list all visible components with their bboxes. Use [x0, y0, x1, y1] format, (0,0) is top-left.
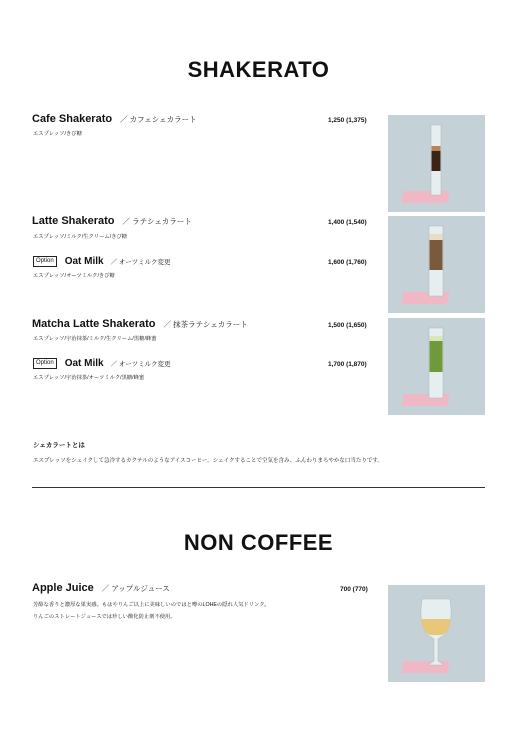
item-description-line: りんごのストレートジュースでは珍しい酸化防止剤不使用。 [33, 614, 176, 620]
option-price: 1,600 (1,760) [328, 259, 367, 266]
apple-juice-photo [388, 585, 485, 682]
item-name-jp: ／ アップルジュース [101, 584, 170, 593]
item-name-en: Apple Juice [32, 582, 94, 594]
item-description-line: 芳醇な香りと濃厚な果実感。もはやりんご以上に美味しいのではと噂のLOHEの隠れ人気ドリンク。 [33, 602, 270, 608]
section-divider [32, 487, 485, 488]
section-title-shakerato: SHAKERATO [187, 57, 330, 82]
item-description: エスプレッソ/きび糖 [33, 131, 82, 137]
menu-item-name [32, 215, 192, 227]
latte-shakerato-photo [388, 216, 485, 313]
option-name: Oat Milk [64, 358, 104, 369]
item-description: エスプレッソ/ミルク/生クリーム/きび糖 [33, 234, 128, 240]
item-price: 1,500 (1,650) [328, 322, 367, 329]
option-description: エスプレッソ/宇治抹茶/オーツミルク/黒糖/蜂蜜 [33, 375, 145, 381]
item-name-en: Cafe Shakerato [32, 113, 113, 125]
matcha-latte-shakerato-photo [388, 318, 485, 415]
cafe-shakerato-photo [388, 115, 485, 212]
option-description: エスプレッソ/オーツミルク/きび糖 [33, 273, 115, 279]
menu-item-name [32, 582, 170, 594]
option-name: Oat Milk [64, 256, 104, 267]
section-title-non-coffee: NON COFFEE [183, 530, 334, 555]
note-text: エスプレッソをシェイクして急冷するカクテルのようなアイスコーヒー。シェイクすることで空気を含み、ふんわりまろやかな口当たりです。 [33, 458, 383, 464]
note-title: シェカラートとは [33, 442, 85, 449]
item-name-jp: ／ ラテシェカラート [122, 217, 192, 226]
item-description: エスプレッソ/宇治抹茶/ミルク/生クリーム/黒糖/蜂蜜 [33, 336, 157, 342]
item-price: 700 (770) [340, 586, 368, 593]
option-badge: Option [33, 358, 57, 369]
item-name-en: Matcha Latte Shakerato [32, 318, 156, 330]
option-price: 1,700 (1,870) [328, 361, 367, 368]
item-name-en: Latte Shakerato [32, 215, 115, 227]
option-badge: Option [33, 256, 57, 267]
item-price: 1,400 (1,540) [328, 219, 367, 226]
option-row [33, 358, 171, 369]
menu-item-name [32, 113, 197, 125]
item-name-jp: ／ 抹茶ラテシェカラート [163, 320, 248, 329]
option-row [33, 256, 171, 267]
option-name-jp: ／ オーツミルク変更 [110, 361, 171, 368]
option-name-jp: ／ オーツミルク変更 [110, 259, 171, 266]
item-price: 1,250 (1,375) [328, 117, 367, 124]
menu-item-name [32, 318, 248, 330]
item-name-jp: ／ カフェシェカラート [120, 115, 197, 124]
